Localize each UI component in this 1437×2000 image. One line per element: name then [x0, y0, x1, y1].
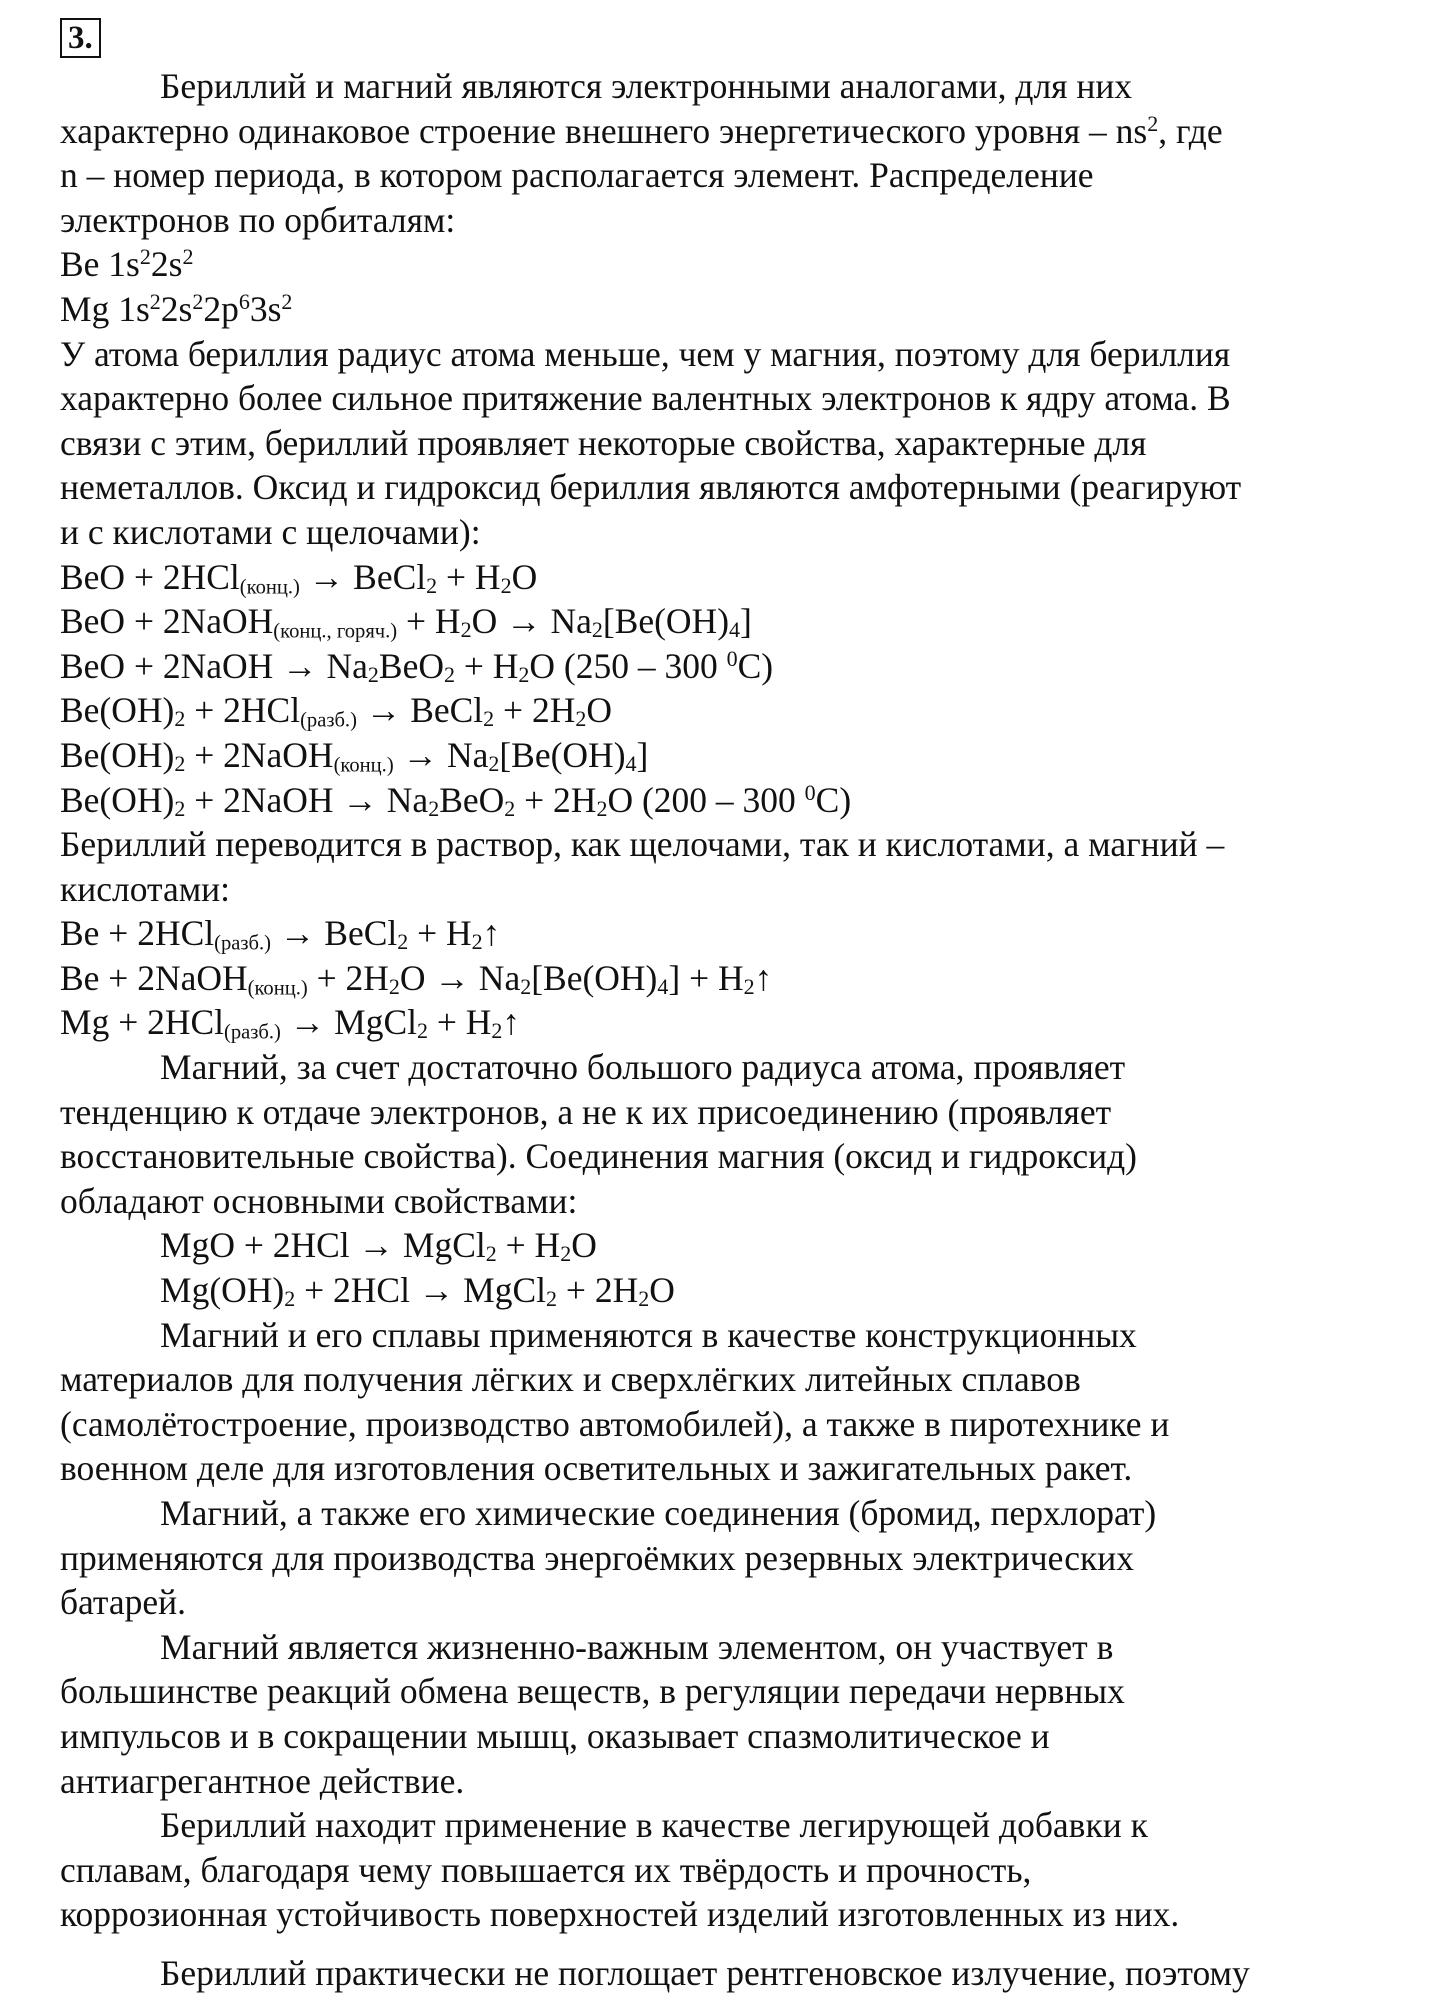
text-line: $Be(OH)_2$ + 2NaOH$_{(конц.)}$ → $Na_2[Be(OH)_4]$	[60, 734, 649, 777]
text-line: антиагрегантное действие.	[60, 1760, 465, 1801]
text-body	[60, 64, 1400, 1996]
text-line: Бериллий переводится в раствор, как щелочами, так и кислотами, а магний –	[60, 824, 1225, 865]
text-line: обладают основными свойствами:	[60, 1180, 578, 1221]
text-line: Магний является жизненно-важным элементом, он участвует в	[160, 1626, 1114, 1667]
text-line: импульсов и в сокращении мышц, оказывает спазмолитическое и	[60, 1715, 1050, 1756]
text-line: характерно более сильное притяжение валентных электронов к ядру атома. В	[60, 378, 1231, 419]
paragraph-gap	[60, 1937, 1400, 1951]
text-line: Be $1s^22s^2$	[60, 244, 194, 285]
text-line: применяются для производства энергоёмких резервных электрических	[60, 1537, 1135, 1578]
text-line: материалов для получения лёгких и сверхлёгких литейных сплавов	[60, 1359, 1081, 1400]
text-line: $Be(OH)_2 + 2HCl_{(разб.)}$ → BeCl$_2$ + $2H_2O$	[60, 690, 612, 732]
text-line: кислотами:	[60, 868, 231, 909]
text-line: Магний и его сплавы применяются в качестве конструкционных	[160, 1314, 1137, 1355]
text-line: военном деле для изготовления осветительных и зажигательных ракет.	[60, 1448, 1133, 1489]
text-line: У атома бериллия радиус атома меньше, чем у магния, поэтому для бериллия	[60, 333, 1231, 374]
text-line: сплавам, благодаря чему повышается их твёрдость и прочность,	[60, 1849, 1032, 1890]
text-line: BeO + 2NaOH$_{(конц., горяч.)}$ + $H_2O \to Na_2[Be(OH)_4]$	[60, 601, 752, 643]
task-number: 3.	[60, 18, 101, 58]
text-line: батарей.	[60, 1582, 186, 1623]
document-page	[60, 14, 1400, 1996]
text-line: тенденцию к отдаче электронов, а не к их присоединению (проявляет	[60, 1091, 1112, 1132]
text-line: $Mg(OH)_2 + 2HCl$ → MgCl$_2$ + $2H_2O$	[160, 1270, 675, 1311]
text-line: и с кислотами с щелочами):	[60, 511, 481, 552]
text-line: коррозионная устойчивость поверхностей изделий изготовленных из них.	[60, 1894, 1180, 1935]
text-line: BeO + 2NaOH → $Na_2BeO_2 + H_2O$ (250 – 300 $^0$C)	[60, 645, 774, 687]
text-line: Магний, за счет достаточно большого радиуса атома, проявляет	[160, 1047, 1126, 1088]
text-line: характерно одинаковое строение внешнего энергетического уровня – $ns^2$, где	[60, 110, 1223, 151]
text-line: Бериллий практически не поглощает рентгеновское излучение, поэтому	[160, 1952, 1250, 1993]
text-line: MgO + 2HCl → MgCl$_2$ + $H_2O$	[160, 1225, 597, 1267]
text-line: Mg + 2HCl$_{(разб.)}$ → MgCl$_2$ + $H_2↑$	[60, 1002, 521, 1044]
text-line: Be + 2NaOH$_{(конц.)}$ + $2H_2O \to Na_2[Be(OH)_4]$ + $H_2↑$	[60, 957, 773, 1000]
text-line: электронов по орбиталям:	[60, 199, 456, 240]
text-line: n – номер периода, в котором располагается элемент. Распределение	[60, 155, 1094, 196]
text-line: большинстве реакций обмена веществ, в регуляции передачи нервных	[60, 1671, 1125, 1712]
text-line: Бериллий и магний являются электронными аналогами, для них	[160, 66, 1133, 106]
text-line: BeO + 2HCl$_{(конц.)}$ → BeCl$_2$ + $H_2O$	[60, 556, 538, 599]
text-line: Be + 2HCl$_{(разб.)}$ → BeCl$_2$ + $H_2↑$	[60, 913, 501, 955]
text-line: восстановительные свойства). Соединения магния (оксид и гидроксид)	[60, 1136, 1137, 1177]
text-line: Магний, а также его химические соединения (бромид, перхлорат)	[160, 1493, 1157, 1533]
text-line: $Be(OH)_2$ + 2NaOH → $Na_2BeO_2 + 2H_2O$ (200 – 300 $^0$C)	[60, 779, 852, 821]
text-line: неметаллов. Оксид и гидроксид бериллия являются амфотерными (реагируют	[60, 467, 1242, 508]
text-line: Mg $1s^22s^22p^63s^2$	[60, 288, 293, 329]
text-line: связи с этим, бериллий проявляет некоторые свойства, характерные для	[60, 422, 1147, 463]
text-line: Бериллий находит применение в качестве легирующей добавки к	[160, 1805, 1148, 1846]
text-line: (самолётостроение, производство автомобилей), а также в пиротехнике и	[60, 1403, 1170, 1444]
